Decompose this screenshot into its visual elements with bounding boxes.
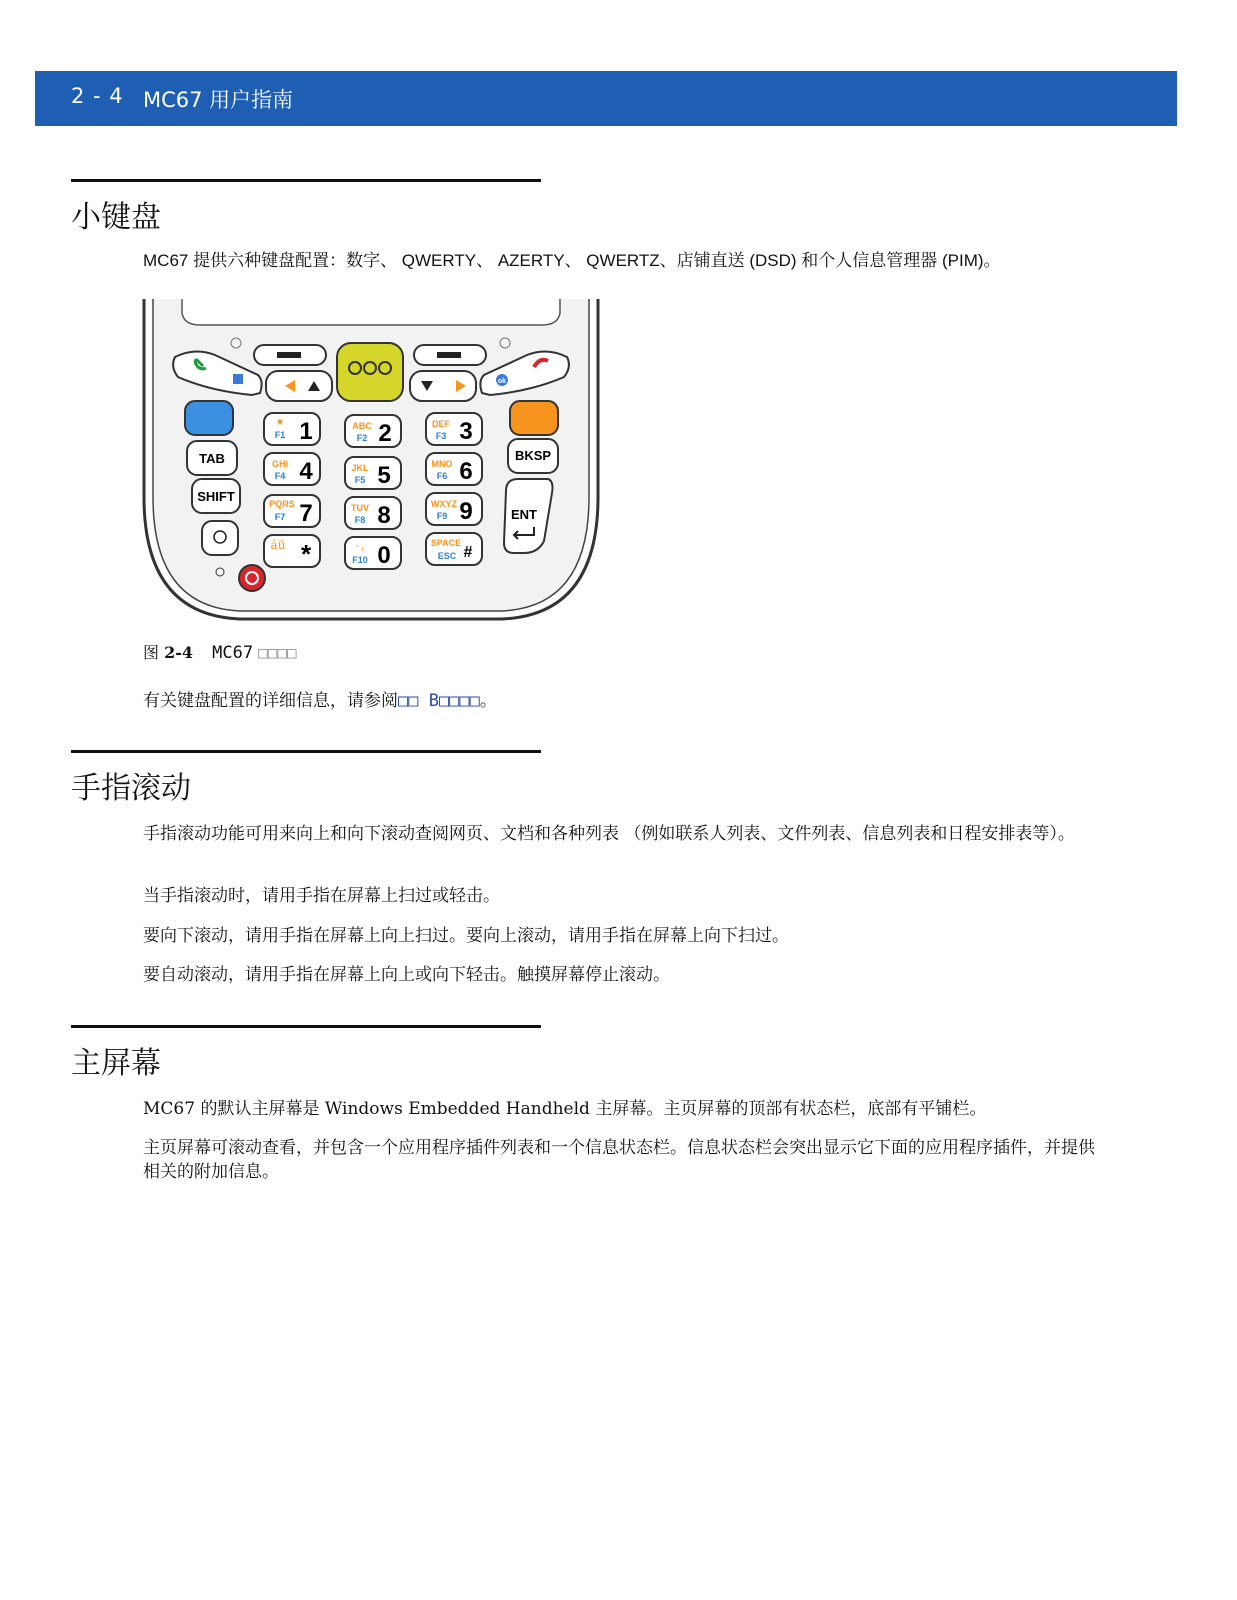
svg-text:· ,: · ,: [356, 541, 364, 551]
section-rule: [71, 750, 541, 753]
svg-text:F1: F1: [274, 430, 286, 440]
svg-text:F2: F2: [356, 433, 368, 443]
keypad-intro: MC67 提供六种键盘配置：数字、 QWERTY、 AZERTY、 QWERTZ、店铺直送 (DSD) 和个人信息管理器 (PIM)。: [143, 251, 1001, 270]
key-hash: [426, 533, 482, 565]
svg-text:8: 8: [377, 502, 391, 529]
svg-text:F7: F7: [274, 512, 286, 522]
svg-text:F10: F10: [352, 555, 368, 565]
svg-text:F5: F5: [354, 475, 366, 485]
home-screen-paragraph-1: MC67 的默认主屏幕是 Windows Embedded Handheld 主屏幕。主页屏幕的顶部有状态栏，底部有平铺栏。: [143, 1099, 987, 1119]
key-8: [345, 497, 401, 529]
scan-key: [337, 343, 403, 401]
svg-text:F8: F8: [354, 515, 366, 525]
appendix-link[interactable]: □□ B□□□□: [398, 691, 480, 711]
scrolling-paragraph-3: 要向下滚动，请用手指在屏幕上向上扫过。要向上滚动，请用手指在屏幕上向下扫过。: [143, 926, 789, 946]
figure-label: 图: [143, 643, 160, 662]
page-number: 2 - 4: [71, 84, 124, 108]
section-heading-finger-scrolling: 手指滚动: [71, 771, 191, 806]
power-button: [239, 565, 265, 591]
svg-text:5: 5: [377, 462, 391, 489]
svg-text:1: 1: [299, 418, 313, 445]
reference-end: 。: [479, 691, 497, 711]
svg-text:6: 6: [459, 458, 473, 485]
svg-text:3: 3: [459, 418, 473, 445]
nav-left-up-key: [266, 371, 332, 401]
section-rule: [71, 1025, 541, 1028]
key-0: [345, 537, 401, 569]
windows-icon: [233, 374, 243, 384]
soft-key-icon: [277, 352, 301, 358]
scrolling-paragraph-2: 当手指滚动时，请用手指在屏幕上扫过或轻击。: [143, 886, 500, 906]
document-title: MC67 用户指南: [143, 88, 294, 112]
scrolling-paragraph-1: 手指滚动功能可用来向上和向下滚动查阅网页、文档和各种列表 （例如联系人列表、文件列表、信息列表和日程安排表等）。: [143, 824, 1075, 844]
svg-text:F4: F4: [274, 471, 286, 481]
svg-text:4: 4: [299, 458, 313, 485]
soft-key-icon: [437, 352, 461, 358]
svg-text:JKL: JKL: [351, 463, 369, 473]
shift-key-label: SHIFT: [197, 489, 235, 504]
figure-title: MC67: [212, 643, 254, 663]
svg-text:TUV: TUV: [351, 503, 369, 513]
svg-text:7: 7: [299, 500, 313, 527]
svg-text:9: 9: [459, 498, 473, 525]
key-5: [345, 457, 401, 489]
svg-text:DEF: DEF: [432, 419, 450, 429]
enter-key-label: ENT: [511, 507, 537, 522]
svg-text:SPACE: SPACE: [430, 538, 462, 548]
svg-text:0: 0: [377, 542, 391, 569]
key-9: [426, 493, 482, 525]
ok-label: ok: [497, 378, 507, 385]
tab-key-label: TAB: [199, 451, 225, 466]
screen-edge: [182, 299, 560, 325]
key-7: [264, 495, 320, 527]
key-star: [264, 535, 320, 569]
svg-text:WXYZ: WXYZ: [431, 499, 457, 509]
scrolling-paragraph-4: 要自动滚动，请用手指在屏幕上向上或向下轻击。触摸屏幕停止滚动。: [143, 965, 670, 985]
orange-modifier-key: [510, 401, 558, 435]
svg-text:áü: áü: [270, 538, 286, 552]
backlight-key: [202, 521, 238, 555]
nav-down-right-key: [410, 371, 476, 401]
key-6: [426, 453, 482, 485]
home-screen-paragraph-2: 主页屏幕可滚动查看，并包含一个应用程序插件列表和一个信息状态栏。信息状态栏会突出显示它下面的应用程序插件，并提供相关的附加信息。: [143, 1138, 1095, 1182]
svg-text:MNO: MNO: [431, 459, 453, 469]
figure-title-rest: □□□□: [258, 643, 297, 662]
page-header: [35, 71, 1177, 126]
svg-text:*: *: [300, 539, 312, 569]
svg-text:★: ★: [275, 417, 285, 428]
svg-text:ABC: ABC: [352, 421, 372, 431]
svg-text:F9: F9: [436, 511, 448, 521]
section-heading-home-screen: 主屏幕: [71, 1046, 161, 1081]
svg-text:GHI: GHI: [271, 459, 289, 469]
svg-text:PQRS: PQRS: [269, 499, 295, 509]
svg-text:ESC: ESC: [437, 551, 457, 561]
figure-caption: [143, 640, 297, 663]
key-3: [426, 413, 482, 445]
svg-text:2: 2: [378, 420, 392, 447]
backspace-key-label: BKSP: [514, 448, 552, 463]
section-rule: [71, 179, 541, 182]
svg-text:F6: F6: [436, 471, 448, 481]
reference-text: 有关键盘配置的详细信息，请参阅: [143, 691, 398, 711]
key-2: [345, 415, 401, 447]
key-1: [264, 413, 320, 445]
section-heading-keypad: 小键盘: [71, 200, 161, 235]
keypad-reference: [143, 689, 1103, 713]
key-4: [264, 453, 320, 485]
figure-number: 2-4: [164, 643, 194, 662]
svg-text:#: #: [463, 544, 473, 561]
blue-modifier-key: [185, 401, 233, 435]
svg-text:F3: F3: [435, 431, 447, 441]
keypad-illustration: [140, 297, 602, 627]
